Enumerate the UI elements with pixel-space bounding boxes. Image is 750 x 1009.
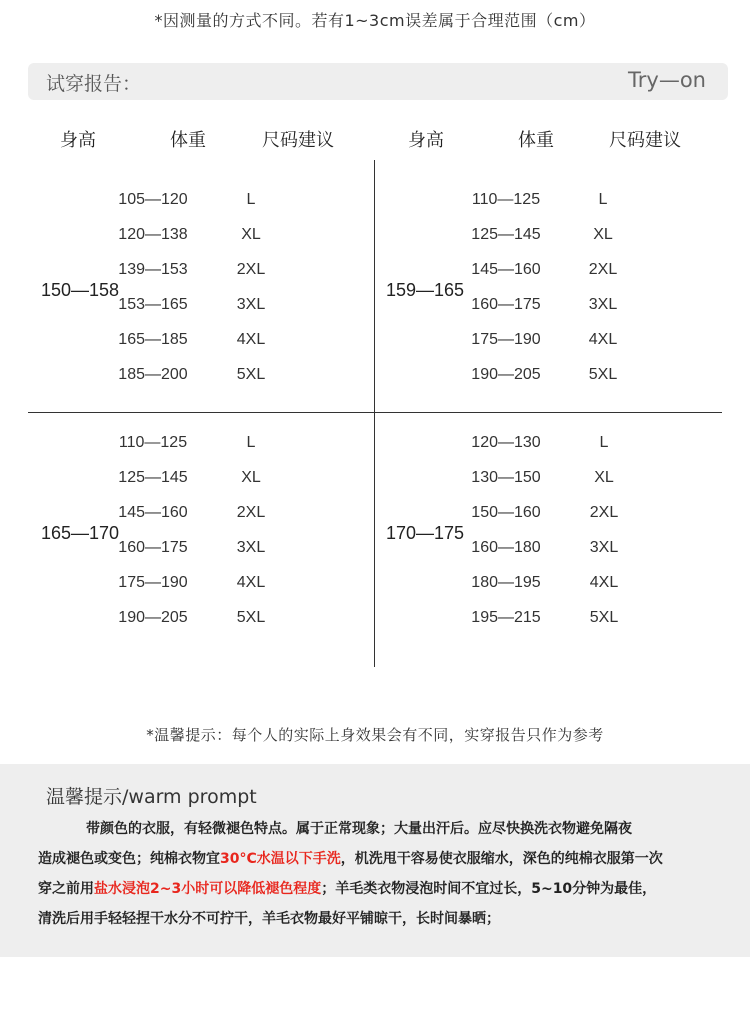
size-suggestion: 5XL	[589, 609, 619, 626]
size-suggestion: L	[246, 434, 256, 451]
size-row	[28, 574, 374, 609]
weight-range: 145—160	[118, 504, 188, 521]
height-range: 165—170	[40, 523, 120, 543]
size-row	[378, 226, 724, 261]
care-text: 穿之前用	[38, 881, 94, 897]
weight-range: 110—125	[471, 191, 541, 208]
size-suggestion: XL	[594, 469, 614, 486]
size-row	[28, 504, 374, 539]
weight-range: 185—200	[118, 366, 188, 383]
size-row	[378, 574, 724, 609]
weight-range: 150—160	[471, 504, 541, 521]
size-suggestion: 3XL	[236, 296, 266, 313]
care-tips-body	[38, 814, 728, 934]
header-size-right: 尺码建议	[609, 130, 681, 151]
header-weight-left: 体重	[170, 130, 206, 151]
size-suggestion: 4XL	[589, 574, 619, 591]
weight-range: 120—138	[118, 226, 188, 243]
size-row	[28, 191, 374, 226]
size-row	[28, 609, 374, 644]
size-row	[28, 296, 374, 331]
weight-range: 120—130	[471, 434, 541, 451]
size-row	[28, 226, 374, 261]
weight-range: 139—153	[118, 261, 188, 278]
size-block	[378, 172, 724, 424]
weight-range: 190—205	[471, 366, 541, 383]
table-vertical-divider	[374, 160, 375, 667]
size-suggestion: 4XL	[236, 574, 266, 591]
size-suggestion: 2XL	[589, 504, 619, 521]
size-row	[28, 469, 374, 504]
care-text: 造成褪色或变色；纯棉衣物宜	[38, 851, 220, 867]
measurement-note: *因测量的方式不同。若有1~3cm误差属于合理范围（cm）	[154, 11, 596, 30]
size-suggestion: 5XL	[236, 609, 266, 626]
size-suggestion: XL	[241, 469, 261, 486]
care-tips-title: 温馨提示/warm prompt	[46, 786, 257, 808]
size-row	[378, 539, 724, 574]
weight-range: 160—180	[471, 539, 541, 556]
size-row	[378, 261, 724, 296]
height-range: 150—158	[40, 280, 120, 300]
size-row	[378, 469, 724, 504]
size-suggestion: 2XL	[236, 261, 266, 278]
care-tips-line-4: 清洗后用手轻轻捏干水分不可拧干，羊毛衣物最好平铺晾干，长时间暴晒；	[38, 911, 500, 927]
size-suggestion: 4XL	[588, 331, 618, 348]
weight-range: 175—190	[471, 331, 541, 348]
weight-range: 125—145	[118, 469, 188, 486]
weight-range: 125—145	[471, 226, 541, 243]
header-height-left: 身高	[60, 130, 96, 151]
size-suggestion: 3XL	[589, 539, 619, 556]
care-highlight-salt-soak: 盐水浸泡2~3小时可以降低褪色程度	[94, 881, 322, 897]
care-tips-line-2	[38, 844, 728, 874]
care-highlight-water-temp: 30°C水温以下手洗	[220, 851, 341, 867]
care-text: ，机洗甩干容易使衣服缩水，深色的纯棉衣服第一次	[340, 851, 663, 867]
size-suggestion: L	[599, 434, 609, 451]
care-tips-line-1: 带颜色的衣服，有轻微褪色特点。属于正常现象；大量出汗后。应尽快换洗衣物避免隔夜	[86, 821, 632, 837]
weight-range: 130—150	[471, 469, 541, 486]
size-suggestion: XL	[241, 226, 261, 243]
size-row	[378, 331, 724, 366]
size-row	[378, 434, 724, 469]
size-block	[28, 172, 374, 424]
weight-range: 160—175	[118, 539, 188, 556]
size-suggestion: XL	[593, 226, 613, 243]
weight-range: 190—205	[118, 609, 188, 626]
fit-disclaimer: *温馨提示：每个人的实际上身效果会有不同，实穿报告只作为参考	[146, 726, 604, 744]
size-row	[378, 366, 724, 401]
size-row	[28, 539, 374, 574]
weight-range: 165—185	[118, 331, 188, 348]
size-row	[378, 609, 724, 644]
size-row	[28, 434, 374, 469]
size-suggestion: 2XL	[236, 504, 266, 521]
header-weight-right: 体重	[518, 130, 554, 151]
header-size-left: 尺码建议	[262, 130, 334, 151]
care-tips-line-3	[38, 874, 728, 904]
weight-range: 153—165	[118, 296, 188, 313]
size-row	[28, 331, 374, 366]
size-suggestion: L	[246, 191, 256, 208]
size-block	[28, 415, 374, 667]
size-suggestion: 3XL	[588, 296, 618, 313]
weight-range: 145—160	[471, 261, 541, 278]
size-suggestion: 4XL	[236, 331, 266, 348]
weight-range: 110—125	[118, 434, 188, 451]
size-row	[378, 504, 724, 539]
header-height-right: 身高	[408, 130, 444, 151]
care-text: ；羊毛类衣物浸泡时间不宜过长，5~10分钟为最佳，	[321, 881, 657, 897]
size-suggestion: L	[598, 191, 608, 208]
size-suggestion: 2XL	[588, 261, 618, 278]
weight-range: 180—195	[471, 574, 541, 591]
tryon-title: 试穿报告：	[46, 73, 142, 95]
size-row	[28, 261, 374, 296]
weight-range: 105—120	[118, 191, 188, 208]
size-block	[378, 415, 724, 667]
care-tips-panel	[0, 764, 750, 957]
height-range: 170—175	[385, 523, 465, 543]
size-row	[28, 366, 374, 401]
size-suggestion: 5XL	[588, 366, 618, 383]
tryon-english-title: Try—on	[628, 68, 706, 92]
weight-range: 175—190	[118, 574, 188, 591]
weight-range: 160—175	[471, 296, 541, 313]
weight-range: 195—215	[471, 609, 541, 626]
tryon-header-bar	[28, 63, 728, 100]
height-range: 159—165	[385, 280, 465, 300]
size-row	[378, 191, 724, 226]
size-suggestion: 3XL	[236, 539, 266, 556]
size-row	[378, 296, 724, 331]
size-suggestion: 5XL	[236, 366, 266, 383]
